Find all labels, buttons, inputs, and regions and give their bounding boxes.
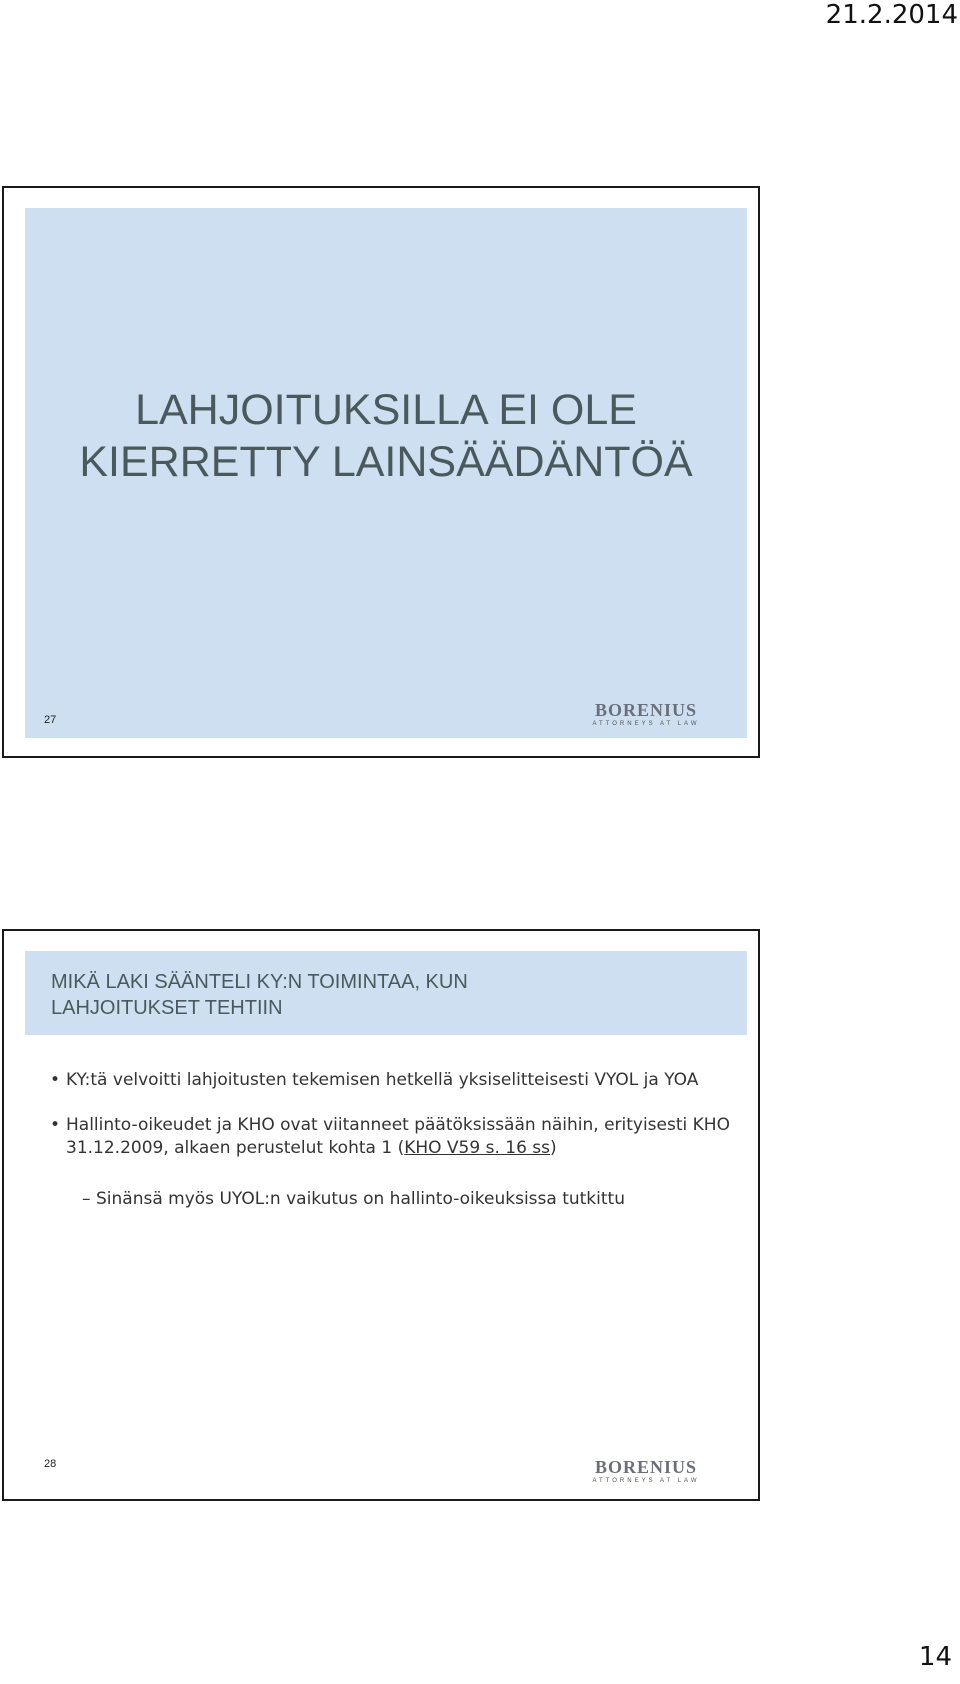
slide-body xyxy=(48,1069,738,1233)
bullet-text: Hallinto-oikeudet ja KHO ovat viitanneet päätöksissään näihin, erityisesti KHO 31.12.2009, alkaen perustelut kohta 1 ( xyxy=(66,1115,730,1158)
bullet-text: KY:tä velvoitti lahjoitusten tekemisen hetkellä yksiselitteisesti VYOL ja YOA xyxy=(66,1070,699,1090)
kho-reference-link[interactable]: KHO V59 s. 16 ss xyxy=(404,1138,550,1158)
borenius-logo xyxy=(581,701,711,727)
page-number: 14 xyxy=(918,1642,952,1672)
sub-bullet-item xyxy=(66,1188,738,1211)
bullet-item xyxy=(48,1114,738,1211)
slide-number: 27 xyxy=(44,714,57,726)
bullet-item xyxy=(48,1069,738,1092)
logo-subtitle: ATTORNEYS AT LAW xyxy=(592,721,700,727)
slide-28 xyxy=(2,929,760,1501)
logo-name: BORENIUS xyxy=(594,700,698,720)
logo-name: BORENIUS xyxy=(594,1457,698,1477)
header-band xyxy=(25,951,747,1035)
slide-title-line-1: LAHJOITUKSILLA EI OLE xyxy=(135,386,637,434)
slide-heading xyxy=(51,969,731,1021)
slide-27 xyxy=(2,186,760,758)
logo-subtitle: ATTORNEYS AT LAW xyxy=(592,1478,700,1484)
page-date: 21.2.2014 xyxy=(825,0,958,30)
borenius-logo xyxy=(581,1458,711,1484)
slide-heading-line-1: MIKÄ LAKI SÄÄNTELI KY:N TOIMINTAA, KUN xyxy=(51,971,468,993)
slide-number: 28 xyxy=(44,1458,57,1470)
slide-title-line-2: KIERRETTY LAINSÄÄDÄNTÖÄ xyxy=(79,438,693,486)
title-panel xyxy=(25,208,747,738)
sub-bullet-text: Sinänsä myös UYOL:n vaikutus on hallinto-oikeuksissa tutkittu xyxy=(96,1189,625,1209)
bullet-text-end: ) xyxy=(550,1138,557,1158)
slide-heading-line-2: LAHJOITUKSET TEHTIIN xyxy=(51,997,283,1019)
slide-title xyxy=(25,384,747,488)
